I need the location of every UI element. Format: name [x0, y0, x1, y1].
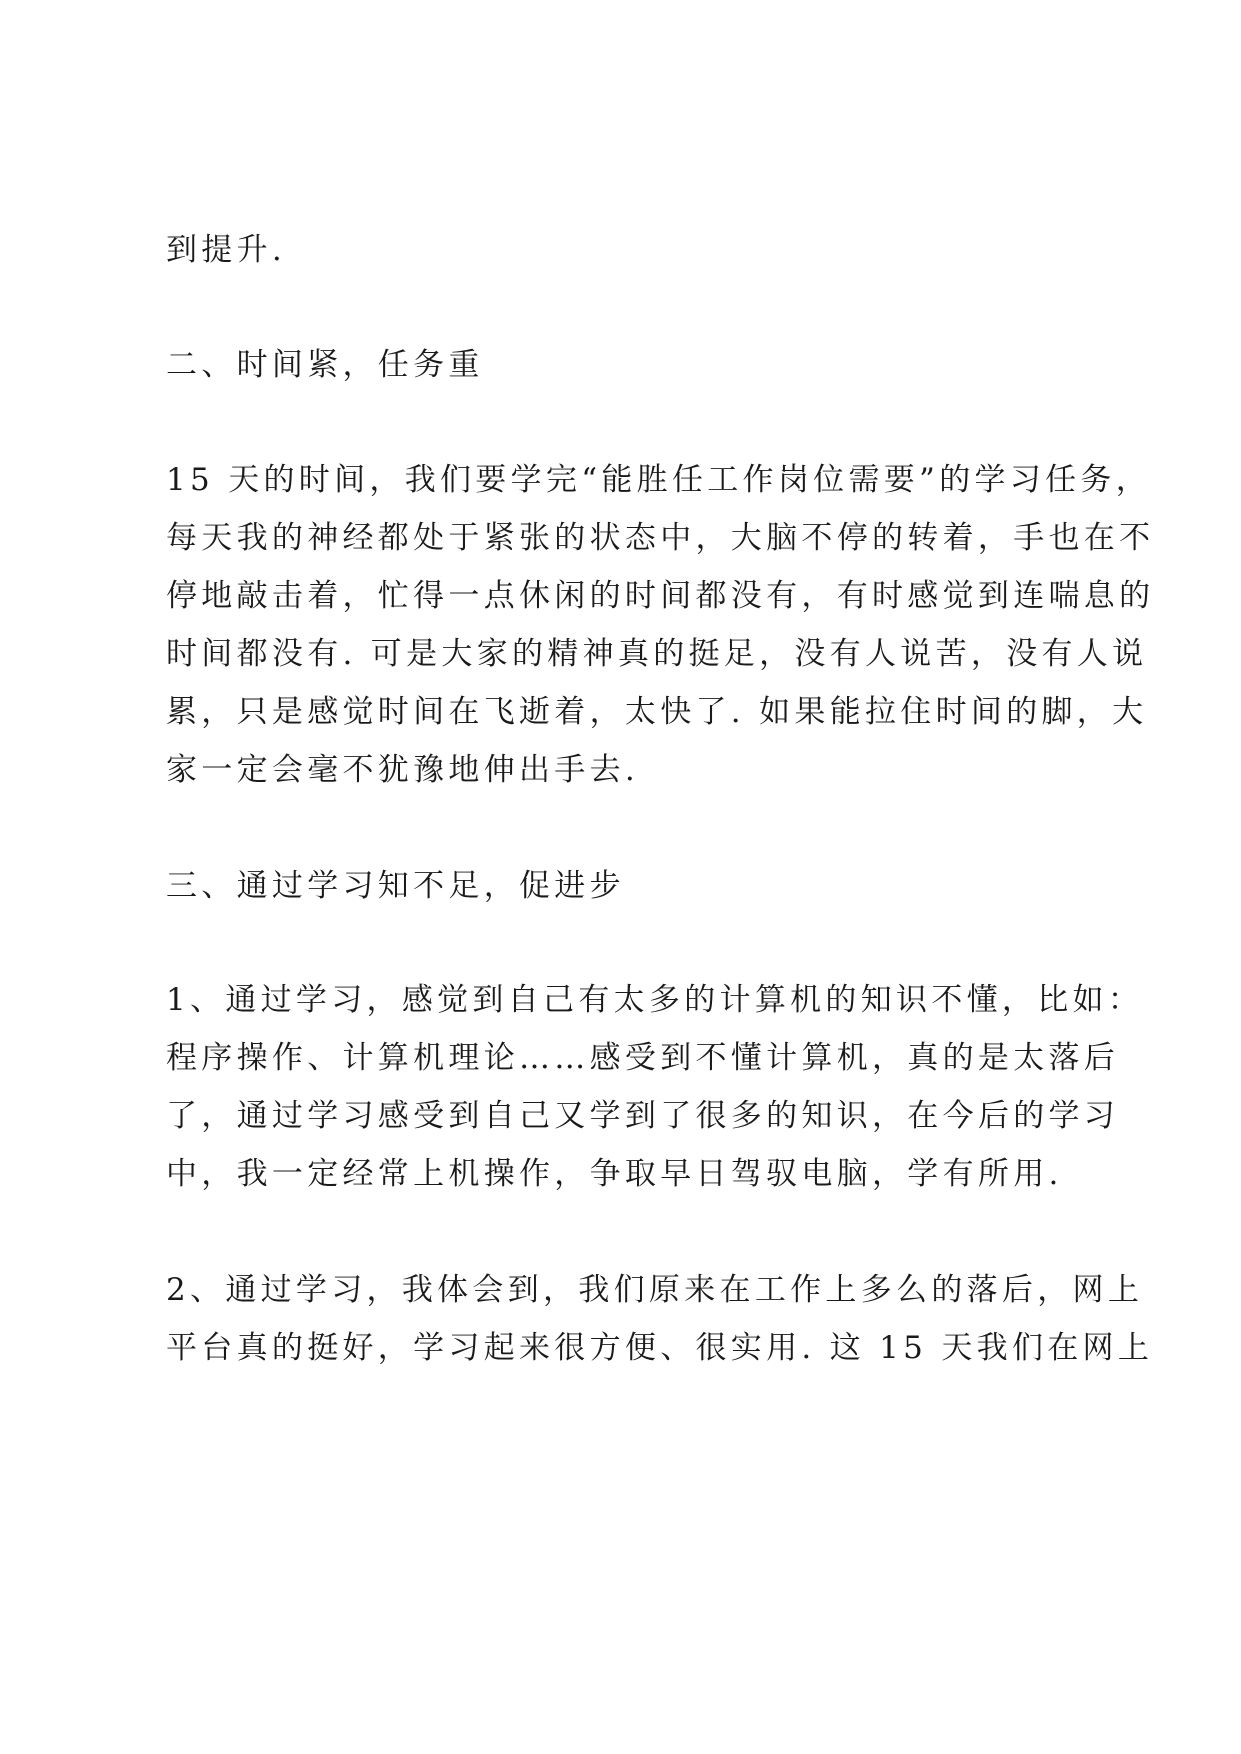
section-heading: 二、时间紧，任务重: [166, 347, 484, 383]
paragraph-line: 每天我的神经都处于紧张的状态中，大脑不停的转着，手也在不: [166, 520, 1155, 556]
paragraph-line: 程序操作、计算机理论……感受到不懂计算机，真的是太落后: [166, 1040, 1120, 1076]
paragraph-line: 2、通过学习，我体会到，我们原来在工作上多么的落后，网上: [166, 1272, 1144, 1308]
section-heading: 三、通过学习知不足，促进步: [166, 868, 625, 904]
paragraph-line: 15 天的时间，我们要学完“能胜任工作岗位需要”的学习任务，: [166, 462, 1151, 498]
paragraph-line: 家一定会毫不犹豫地伸出手去.: [166, 752, 640, 788]
paragraph-line: 停地敲击着，忙得一点休闲的时间都没有，有时感觉到连喘息的: [166, 578, 1155, 614]
paragraph-line: 了，通过学习感受到自己又学到了很多的知识，在今后的学习: [166, 1098, 1120, 1134]
paragraph-line: 1、通过学习，感觉到自己有太多的计算机的知识不懂，比如：: [166, 982, 1144, 1018]
paragraph-line: 累，只是感觉时间在飞逝着，太快了. 如果能拉住时间的脚，大: [166, 694, 1148, 730]
paragraph-line: 平台真的挺好，学习起来很方便、很实用. 这 15 天我们在网上: [166, 1330, 1154, 1366]
paragraph-line: 时间都没有. 可是大家的精神真的挺足，没有人说苦，没有人说: [166, 636, 1148, 672]
paragraph-line: 到提升.: [166, 232, 287, 268]
paragraph-line: 中，我一定经常上机操作，争取早日驾驭电脑，学有所用.: [166, 1156, 1063, 1192]
